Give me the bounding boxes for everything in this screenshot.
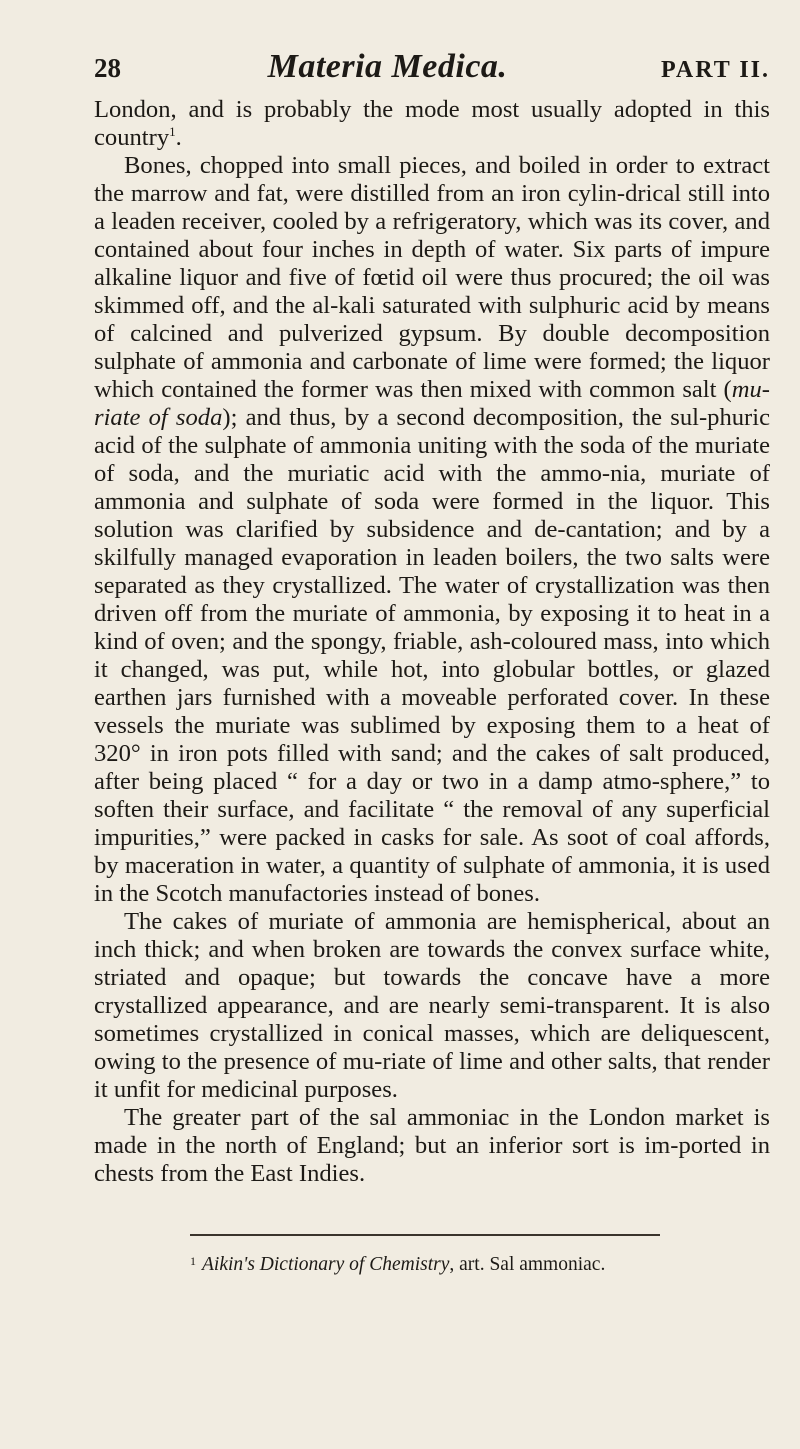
paragraph-text: Bones, chopped into small pieces, and boiled in order to extract the marrow and fat, were distilled from an iron cylin-drical still into a leaden receiver, cooled by a refrigeratory, which was its cover, and contained about four inches in depth of water. Six parts of impure alkaline liquor and five of fœtid oil were thus procured; the oil was skimmed off, and the al-kali saturated with sulphuric acid by means of calcined and pulverized gypsum. By double decomposition sulphate of ammonia and carbonate of lime were formed; the liquor which contained the former was then mixed with common salt ( [94,152,770,403]
footnote [190,1254,770,1276]
footnote-mark: 1 [190,1254,196,1268]
page-number: 28 [94,53,121,83]
italic-term: mu-riate of soda [94,376,770,431]
running-title: Materia Medica. [267,48,508,85]
paragraph-london-market: The greater part of the sal ammoniac in the London market is made in the north of England; but an inferior sort is im-ported in chests from the East Indies. [94,1104,770,1187]
paragraph-continuation [94,96,770,152]
footnote-reference: 1 [169,123,176,139]
footnote-rule [190,1234,660,1236]
paragraph-cakes-description: The cakes of muriate of ammonia are hemispherical, about an inch thick; and when broken are towards the convex surface white, striated and opaque; but towards the concave have a more crystallized appearance, and are nearly semi-transparent. It is also sometimes crystallized in conical masses, which are deliquescent, owing to the presence of mu-riate of lime and other salts, that render it unfit for medicinal purposes. [94,908,770,1103]
paragraph-text: . [175,124,182,151]
paragraph-text: London, and is probably the mode most usually adopted in this country [94,96,770,151]
paragraph-text: ); and thus, by a second decomposition, the sul-phuric acid of the sulphate of ammonia uniting with the soda of the muriate of soda, and the muriatic acid with the ammo-nia, muriate of ammonia and sulphate of soda were formed in the liquor. This solution was clarified by subsidence and de-cantation; and by a skilfully managed evaporation in leaden boilers, the two salts were separated as they crystallized. The water of crystallization was then driven off from the muriate of ammonia, by exposing it to heat in a kind of oven; and the spongy, friable, ash-coloured mass, into which it changed, was put, while hot, into globular bottles, or glazed earthen jars furnished with a moveable perforated cover. In these vessels the muriate was sublimed by exposing them to a heat of 320° in iron pots filled with sand; and the cakes of salt produced, after being placed “ for a day or two in a damp atmo-sphere,” to soften their surface, and facilitate “ the removal of any superficial impurities,” were packed in casks for sale. As soot of coal affords, by maceration in water, a quantity of sulphate of ammonia, it is used in the Scotch manufactories instead of bones. [94,404,770,907]
footnote-author: Aikin's [202,1254,255,1275]
paragraph-bones-process [94,152,770,908]
body-text [94,96,770,1188]
footnote-rest: , art. Sal ammoniac. [449,1254,606,1275]
part-label: PART II. [661,57,770,83]
footnote-work: Dictionary of Chemistry [259,1254,450,1275]
running-head [94,48,770,92]
